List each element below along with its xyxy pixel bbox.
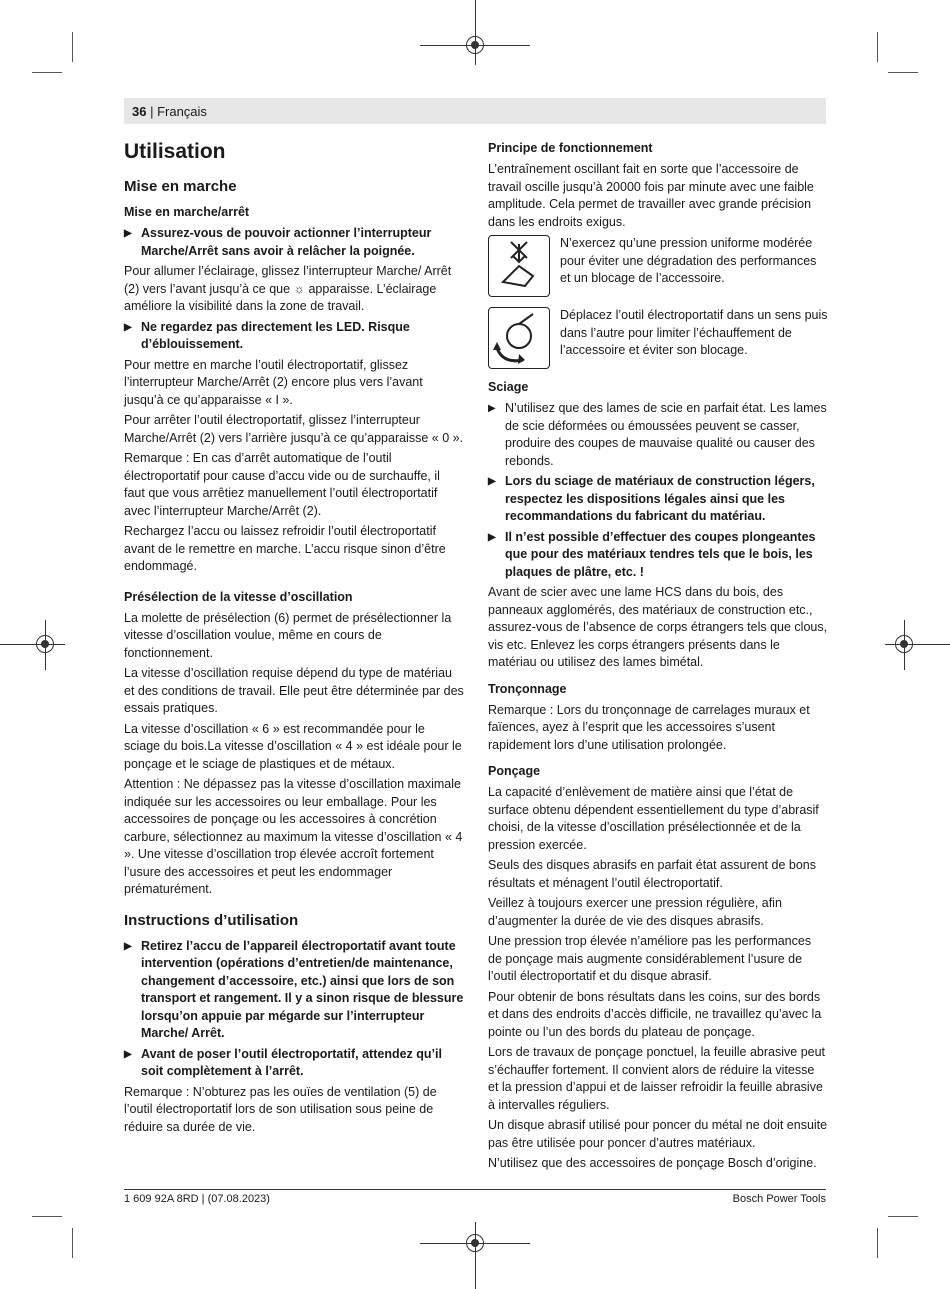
crop-mark — [888, 72, 918, 73]
section-heading: Mise en marche — [124, 178, 237, 195]
note-paragraph: Remarque : N’obturez pas les ouïes de ventilation (5) de l’outil électroportatif lors de son utilisation sous peine de réduire sa durée de vie. — [124, 1084, 437, 1134]
warning-bullet: ▶ N’utilisez que des lames de scie en parfait état. Les lames de scie déformées ou émoussées peuvent se casser, produire des coupes de mauvaise qualité ou causer des rebonds. — [488, 400, 828, 470]
instruction-row — [488, 307, 828, 369]
page-language: Français — [157, 104, 207, 119]
footer-document-id: 1 609 92A 8RD | (07.08.2023) — [124, 1193, 270, 1205]
paragraph: Une pression trop élevée n’améliore pas les performances de ponçage mais augmente considérablement l’usure de l’outil électroportatif et du disque abrasif. — [488, 934, 812, 983]
paragraph: La molette de présélection (6) permet de présélectionner la vitesse d’oscillation voulue, même en cours de fonctionnement. — [124, 610, 452, 660]
paragraph: Rechargez l’accu ou laissez refroidir l’outil électroportatif avant de le remettre en marche. L’accu risque sinon d’être endommagé. — [124, 524, 446, 573]
attention-paragraph: Attention : Ne dépassez pas la vitesse d’oscillation maximale indiquée sur les accessoires ou leur emballage. Pour les accessoires de ponçage ou les accessoires à concrétion carbure, sélectionnez au maximum la vitesse d’oscillation « 4 ». Une vitesse d’oscillation trop élevée accroît fortement l’usure des accessoires et peut les endommager prématurément. — [124, 777, 463, 896]
warning-bullet: ▶ Avant de poser l’outil électroportatif, attendez qu’il soit complètement à l’arrêt. — [124, 1046, 464, 1081]
note-paragraph: Remarque : Lors du tronçonnage de carrelages muraux et faïences, ayez à l’esprit que les accessoires s’usent rapidement lors d’une utilisation prolongée. — [488, 702, 810, 752]
left-column — [124, 140, 464, 1139]
paragraph: Pour mettre en marche l’outil électroportatif, glissez l’interrupteur Marche/Arrêt (2) encore plus vers l’avant jusqu’à ce qu’apparaisse « I ». — [124, 357, 423, 407]
right-column — [488, 140, 828, 1176]
paragraph: Seuls des disques abrasifs en parfait état assurent de bons résultats et ménagent l’outil électroportatif. — [488, 858, 816, 890]
warning-bullet: ▶ Assurez-vous de pouvoir actionner l’interrupteur Marche/Arrêt sans avoir à relâcher la poignée. — [124, 225, 464, 260]
paragraph: Pour arrêter l’outil électroportatif, glissez l’interrupteur Marche/Arrêt (2) vers l’arrière jusqu’à ce qu’apparaisse « 0 ». — [124, 413, 464, 445]
warning-bullet: ▶ Ne regardez pas directement les LED. Risque d’éblouissement. — [124, 319, 464, 354]
paragraph: L’entraînement oscillant fait en sorte que l’accessoire de travail oscille jusqu’à 20000 fois par minute avec une faible amplitude. Cela permet de travailler avec grande précision dans les endroits exigus. — [488, 162, 814, 229]
crop-mark — [72, 1228, 73, 1258]
paragraph: Lors de travaux de ponçage ponctuel, la feuille abrasive peut s’échauffer fortement. Il convient alors de réduire la vitesse et la pression d’appui et de laisser refroidir la feuille abrasive à intervalles réguliers. — [488, 1045, 826, 1112]
paragraph: Veillez à toujours exercer une pression régulière, afin d’augmenter la durée de vie des disques abrasifs. — [488, 896, 782, 928]
subsection-heading: Présélection de la vitesse d’oscillation — [124, 589, 353, 604]
footer-divider — [124, 1189, 826, 1190]
section-heading: Instructions d’utilisation — [124, 911, 299, 929]
pressure-warning-icon — [488, 235, 550, 297]
section-title: Utilisation — [124, 140, 226, 163]
note-paragraph: Remarque : En cas d’arrêt automatique de l’outil électroportatif pour cause d’accu vide ou de surchauffe, il faut que vous arrêtiez manuellement l’outil électroportatif avec l’interrupteur Marche/Arrêt (2). — [124, 451, 440, 518]
registration-target-icon — [466, 36, 484, 54]
subsection-heading: Tronçonnage — [488, 681, 567, 696]
paragraph: La vitesse d’oscillation « 6 » est recommandée pour le sciage du bois.La vitesse d’oscillation « 4 » est idéale pour le ponçage et le sciage de plastiques et de métaux. — [124, 721, 462, 771]
paragraph: Avant de scier avec une lame HCS dans du bois, des panneaux agglomérés, des matériaux de construction etc., assurez-vous de l’absence de corps étrangers tels que clous, vis etc. Enlevez les corps étrangers présents dans le matériau ou utilisez des lames bimétal. — [488, 585, 828, 669]
paragraph: La vitesse d’oscillation requise dépend du type de matériau et des conditions de travail. Elle peut être déterminée par des essais pratiques. — [124, 666, 464, 715]
warning-bullet: ▶ Il n’est possible d’effectuer des coupes plongeantes que pour des matériaux tendres tels que le bois, les plaques de plâtre, etc. ! — [488, 529, 828, 582]
subsection-heading: Sciage — [488, 380, 529, 394]
registration-target-icon — [895, 635, 913, 653]
subsection-heading: Mise en marche/arrêt — [124, 205, 250, 219]
icon-caption: N’exercez qu’une pression uniforme modérée pour éviter une dégradation des performances et un blocage de l’accessoire. — [560, 236, 817, 285]
crop-mark — [877, 1228, 878, 1258]
registration-mark — [475, 1222, 476, 1289]
crop-mark — [877, 32, 878, 62]
warning-bullet: ▶ Retirez l’accu de l’appareil électroportatif avant toute intervention (opérations d’entretien/de maintenance, changement d’accessoire, etc.) ainsi que lors de son transport et rangement. Il y a sinon risque de blessure lorsqu’on appuie par mégarde sur l’interrupteur Marche/ Arrêt. — [124, 938, 464, 1043]
paragraph: N’utilisez que des accessoires de ponçage Bosch d’origine. — [488, 1156, 817, 1170]
paragraph: Un disque abrasif utilisé pour poncer du métal ne doit ensuite pas être utilisée pour poncer d’autres matériaux. — [488, 1118, 828, 1150]
paragraph: Pour obtenir de bons résultats dans les coins, sur des bords et dans des endroits d’accès difficile, ne travaillez qu’avec la pointe ou l’un des bords du plateau de ponçage. — [488, 989, 822, 1039]
warning-bullet: ▶ Lors du sciage de matériaux de construction légers, respectez les dispositions légales ainsi que les recommandations du fabricant du matériau. — [488, 473, 828, 526]
crop-mark — [72, 32, 73, 62]
header-bar — [124, 98, 826, 124]
page-number: 36 — [132, 104, 147, 119]
subsection-heading: Ponçage — [488, 764, 541, 778]
page-header: 36 | Français — [132, 104, 207, 119]
registration-target-icon — [36, 635, 54, 653]
paragraph: La capacité d’enlèvement de matière ainsi que l’état de surface obtenu dépendent essentiellement du type d’abrasif choisi, de la vitesse d’oscillation présélectionnée et de la pression exercée. — [488, 785, 819, 852]
crop-mark — [32, 1216, 62, 1217]
icon-caption: Déplacez l’outil électroportatif dans un sens puis dans l’autre pour limiter l’échauffement de l’accessoire et éviter son blocage. — [560, 308, 828, 357]
footer-brand: Bosch Power Tools — [732, 1193, 826, 1205]
registration-mark — [475, 0, 476, 65]
paragraph: Pour allumer l’éclairage, glissez l’interrupteur Marche/ Arrêt (2) vers l’avant jusqu’à ce que ☼ apparaisse. L’éclairage améliore la visibilité dans la zone de travail. — [124, 264, 452, 313]
move-back-forth-icon — [488, 307, 550, 369]
crop-mark — [32, 72, 62, 73]
crop-mark — [888, 1216, 918, 1217]
registration-mark — [0, 644, 65, 645]
instruction-row — [488, 235, 828, 297]
subsection-heading: Principe de fonctionnement — [488, 141, 653, 155]
registration-target-icon — [466, 1234, 484, 1252]
